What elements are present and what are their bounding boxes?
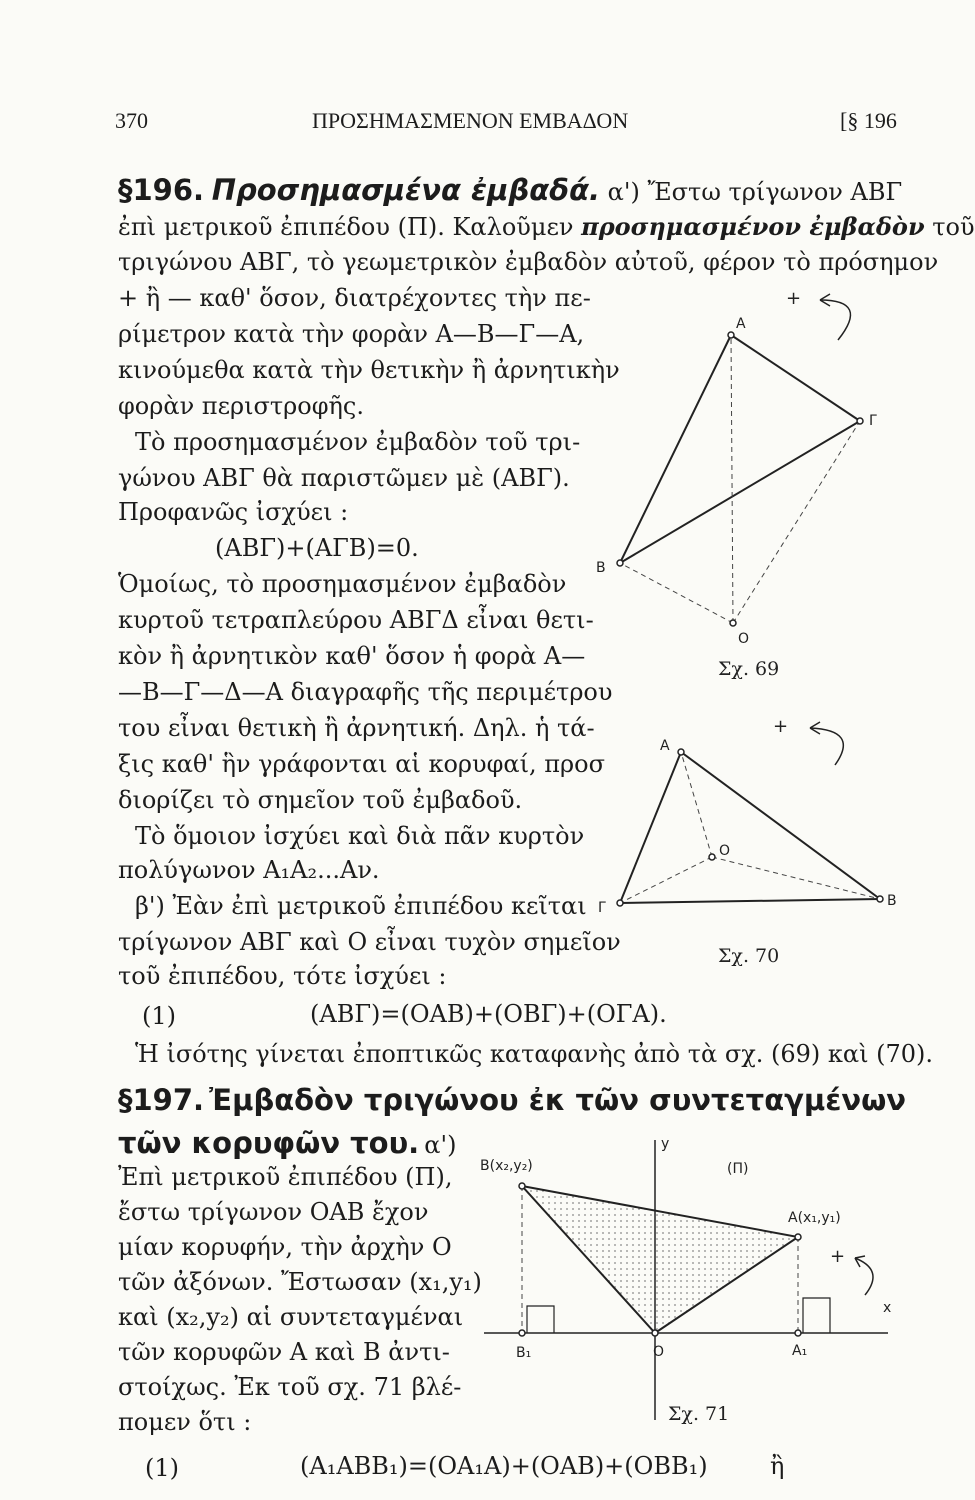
section-197-number: §197. <box>118 1083 205 1117</box>
fig69-label-A: A <box>736 316 746 332</box>
fig70-label-O: O <box>719 843 731 859</box>
term-signed-area: προσημασμένον ἐμβαδὸν <box>581 212 925 241</box>
fig70-label-B: B <box>887 893 897 909</box>
text-segment: ἐπὶ μετρικοῦ ἐπιπέδου (Π). Καλοῦμεν <box>118 213 582 241</box>
text-line: Τὸ ὅμοιον ἰσχύει καὶ διὰ πᾶν κυρτὸν <box>135 822 585 850</box>
text-line: γώνου ΑΒΓ θὰ παριστῶμεν μὲ (ΑΒΓ). <box>118 464 570 492</box>
fig69-plus-label: + <box>786 288 802 309</box>
text-line: Προφανῶς ἰσχύει : <box>118 498 349 526</box>
fig70-label-G: Γ <box>598 900 606 916</box>
text-line: τοῦ ἐπιπέδου, τότε ἰσχύει : <box>118 962 447 990</box>
fig71-plus-label: + <box>830 1246 846 1267</box>
fig69-caption: Σχ. 69 <box>718 658 780 680</box>
text-line: β') Ἐὰν ἐπὶ μετρικοῦ ἐπιπέδου κεῖται <box>135 892 587 920</box>
section-197-title: Ἐμβαδὸν τριγώνου ἐκ τῶν συντεταγμένων <box>209 1083 907 1117</box>
text-line: Ἡ ἰσότης γίνεται ἐποπτικῶς καταφανὴς ἀπὸ τὰ σχ. (69) καὶ (70). <box>135 1040 934 1068</box>
fig71-point-B1 <box>519 1330 525 1336</box>
text-line: τριγώνου ΑΒΓ, τὸ γεωμετρικὸν ἐμβαδὸν αὐτοῦ, φέρον τὸ πρόσημον <box>118 248 939 276</box>
equation: (ΑΒΓ)+(ΑΓΒ)=0. <box>215 534 419 562</box>
text-line: κυρτοῦ τετραπλεύρου ΑΒΓΔ εἶναι θετι- <box>118 606 594 634</box>
fig71-triangle-OAB <box>522 1186 798 1333</box>
equation: (ΑΒΓ)=(ΟΑΒ)+(ΟΒΓ)+(ΟΓΑ). <box>310 1000 667 1028</box>
page-number: 370 <box>115 108 148 133</box>
text-line: πομεν ὅτι : <box>118 1408 252 1436</box>
equation-number: (1) <box>142 1002 176 1030</box>
text-segment: τοῦ <box>924 213 975 241</box>
fig71-point-B <box>519 1183 525 1189</box>
text-line: κινούμεθα κατὰ τὴν θετικὴν ἢ ἀρνητικὴν <box>118 356 620 384</box>
text-line: Τὸ προσημασμένον ἐμβαδὸν τοῦ τρι- <box>135 428 581 456</box>
text-line: τῶν κορυφῶν Α καὶ Β ἀντι- <box>118 1338 450 1366</box>
text-line: Ὁμοίως, τὸ προσημασμένον ἐμβαδὸν <box>118 570 567 598</box>
fig71-point-A <box>795 1234 801 1240</box>
fig71-label-A1: A₁ <box>792 1343 808 1359</box>
text-line: Ἐπὶ μετρικοῦ ἐπιπέδου (Π), <box>118 1163 453 1191</box>
text-line: τρίγωνον ΑΒΓ καὶ Ο εἶναι τυχὸν σημεῖον <box>118 928 621 956</box>
fig70-plus-label: + <box>773 716 789 737</box>
text-line: μίαν κορυφήν, τὴν ἀρχὴν Ο <box>118 1233 452 1261</box>
fig71-point-O <box>652 1330 658 1336</box>
text-segment: ἢ <box>770 1452 785 1480</box>
section-197-title-cont: τῶν κορυφῶν του. <box>118 1126 420 1160</box>
text-line: στοίχως. Ἐκ τοῦ σχ. 71 βλέ- <box>118 1373 462 1401</box>
section-196-number: §196. <box>118 173 205 207</box>
text-segment: α') <box>424 1131 457 1159</box>
text-line: α') Ἔστω τρίγωνον ΑΒΓ <box>607 178 903 206</box>
fig71-caption: Σχ. 71 <box>668 1403 730 1425</box>
text-line: + ἢ — καθ' ὅσον, διατρέχοντες τὴν πε- <box>118 284 591 312</box>
text-line: ἔστω τρίγωνον ΟΑΒ ἔχον <box>118 1198 429 1226</box>
fig71-right-angle-B1 <box>527 1306 554 1333</box>
fig71-label-Pi: (Π) <box>727 1161 749 1177</box>
equation: (Α₁ΑΒΒ₁)=(ΟΑ₁Α)+(ΟΑΒ)+(ΟΒΒ₁) <box>300 1452 708 1480</box>
text-line: καὶ (x₂,y₂) αἱ συντεταγμέναι <box>118 1303 464 1331</box>
text-line: ξις καθ' ἣν γράφονται αἱ κορυφαί, προσ <box>118 750 605 778</box>
fig69-label-G: Γ <box>869 413 877 429</box>
running-title: ΠΡΟΣΗΜΑΣΜΕΝΟΝ ΕΜΒΑΔΟΝ <box>312 108 629 133</box>
fig70-label-A: A <box>660 738 670 754</box>
text-line: ρίμετρον κατὰ τὴν φορὰν Α—Β—Γ—Α, <box>118 320 585 348</box>
fig71-point-A1 <box>795 1330 801 1336</box>
text-line: του εἶναι θετικὴ ἢ ἀρνητική. Δηλ. ἡ τά- <box>118 714 595 742</box>
text-line: φορὰν περιστροφῆς. <box>118 392 364 420</box>
fig71-label-x: x <box>883 1300 892 1316</box>
fig71-label-O: O <box>653 1344 665 1360</box>
section-196-title: Προσημασμένα ἐμβαδά. <box>211 173 601 207</box>
fig69-label-O: O <box>738 631 750 647</box>
fig71-label-y: y <box>661 1136 670 1152</box>
text-line: —Β—Γ—Δ—Α διαγραφῆς τῆς περιμέτρου <box>118 678 613 706</box>
fig69-label-B: B <box>596 560 606 576</box>
section-reference: [§ 196 <box>840 108 897 133</box>
text-line: πολύγωνον Α₁Α₂...Αν. <box>118 856 380 884</box>
fig71-label-B: B(x₂,y₂) <box>480 1158 533 1174</box>
text-line: διορίζει τὸ σημεῖον τοῦ ἐμβαδοῦ. <box>118 786 523 814</box>
fig71-right-angle-A1 <box>803 1298 830 1333</box>
text-line: τῶν ἀξόνων. Ἔστωσαν (x₁,y₁) <box>118 1268 482 1296</box>
text-line: κὸν ἢ ἀρνητικὸν καθ' ὅσον ἡ φορὰ Α— <box>118 642 586 670</box>
fig71-label-B1: B₁ <box>516 1345 532 1361</box>
fig71-label-A: A(x₁,y₁) <box>788 1210 841 1226</box>
equation-number: (1) <box>145 1454 179 1482</box>
fig70-caption: Σχ. 70 <box>718 945 780 967</box>
